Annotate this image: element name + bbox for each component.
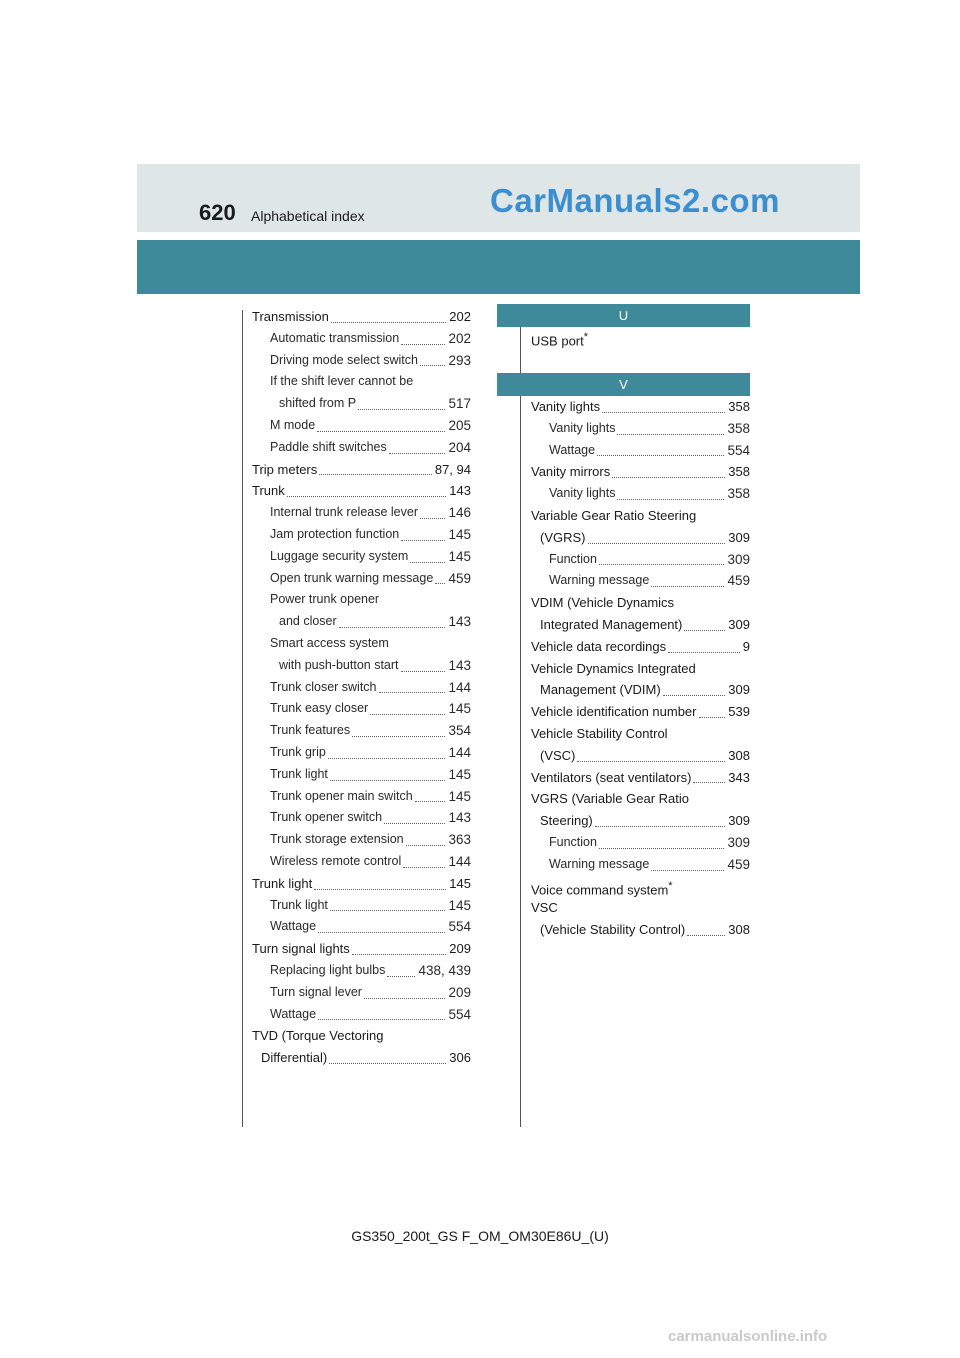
index-entry <box>252 568 471 590</box>
entry-term-text: Vehicle Stability Control <box>531 725 668 741</box>
leader-dots <box>435 582 445 584</box>
leader-dots <box>617 498 724 500</box>
entry-term <box>531 788 689 810</box>
entry-term <box>270 895 328 917</box>
leader-dots <box>314 888 446 890</box>
entry-page-ref[interactable]: 363 <box>446 829 471 851</box>
entry-term-text: Vanity lights <box>531 399 601 414</box>
leader-dots <box>384 822 445 824</box>
leader-dots <box>317 430 445 432</box>
entry-term <box>531 723 668 745</box>
entry-term-text: Turn signal lights <box>252 941 350 957</box>
index-entry <box>252 960 471 982</box>
entry-term-text: and closer <box>279 614 337 629</box>
entry-term-text: Function <box>549 551 597 566</box>
entry-page-ref[interactable]: 308 <box>726 919 750 941</box>
index-entry <box>531 876 750 898</box>
entry-term-text: M mode <box>270 417 316 432</box>
index-entry <box>531 614 750 636</box>
index-entry <box>531 461 750 483</box>
leader-dots <box>597 454 724 456</box>
entry-page-ref[interactable]: 343 <box>726 767 750 789</box>
entry-page-ref[interactable]: 554 <box>446 916 471 938</box>
index-entry <box>531 483 750 505</box>
entry-page-ref[interactable]: 144 <box>446 677 471 699</box>
leader-dots <box>329 1062 446 1064</box>
entry-term-text: Steering) <box>540 813 593 829</box>
leader-dots <box>330 779 446 781</box>
entry-term <box>270 415 315 437</box>
leader-dots <box>687 934 725 936</box>
letter-header-u: U <box>497 304 750 327</box>
entry-term <box>540 919 685 941</box>
index-entry <box>531 679 750 701</box>
index-entry <box>252 895 471 917</box>
leader-dots <box>318 931 445 933</box>
leader-dots <box>651 585 724 587</box>
index-entry <box>252 415 471 437</box>
entry-term <box>279 393 356 415</box>
index-section-v <box>531 396 750 941</box>
leader-dots <box>406 844 446 846</box>
entry-term-text: Trunk features <box>270 723 351 738</box>
entry-term <box>270 916 316 938</box>
entry-page-ref[interactable]: 143 <box>446 807 471 829</box>
index-entry <box>252 589 471 611</box>
index-entry <box>531 832 750 854</box>
footnote-star: * <box>583 331 589 343</box>
entry-term-text: Trunk light <box>270 897 328 912</box>
entry-term <box>549 570 649 592</box>
leader-dots <box>370 713 445 715</box>
entry-page-ref[interactable]: 309 <box>726 810 750 832</box>
entry-page-ref[interactable]: 143 <box>447 480 471 502</box>
leader-dots <box>328 757 446 759</box>
index-entry <box>531 636 750 658</box>
leader-dots <box>602 411 725 413</box>
leader-dots <box>599 847 725 849</box>
entry-term-text: Variable Gear Ratio Steering <box>531 507 697 523</box>
entry-term <box>270 437 387 459</box>
entry-term <box>270 807 382 829</box>
left-column-rule <box>242 310 243 1127</box>
entry-term-text: Warning message <box>549 856 650 871</box>
entry-term-text: Paddle shift switches <box>270 439 387 454</box>
entry-term <box>531 592 674 614</box>
index-entry <box>252 720 471 742</box>
entry-term-text: Power trunk opener <box>270 592 380 607</box>
entry-page-ref[interactable]: 309 <box>726 614 750 636</box>
index-entry <box>252 677 471 699</box>
index-entry <box>531 570 750 592</box>
entry-term <box>270 546 408 568</box>
index-entry <box>531 919 750 941</box>
index-entry <box>531 440 750 462</box>
footnote-star: * <box>668 879 673 892</box>
index-entry <box>252 786 471 808</box>
leader-dots <box>331 321 446 323</box>
entry-term-text: Vehicle Dynamics Integrated <box>531 660 696 676</box>
entry-page-ref[interactable]: 354 <box>446 720 471 742</box>
entry-page-ref[interactable]: 145 <box>446 895 471 917</box>
index-entry <box>252 546 471 568</box>
index-entry <box>252 982 471 1004</box>
index-entry <box>531 788 750 810</box>
entry-page-ref[interactable]: 358 <box>725 483 750 505</box>
entry-term <box>549 549 597 571</box>
entry-term <box>270 371 413 393</box>
entry-term-text: USB port <box>531 333 584 349</box>
page-number: 620 <box>199 200 236 225</box>
leader-dots <box>415 800 446 802</box>
entry-page-ref[interactable]: 209 <box>446 982 471 1004</box>
watermark-logo[interactable]: CarManuals2.com <box>490 182 780 219</box>
index-entry <box>531 505 750 527</box>
entry-term-text: VSC <box>531 900 558 916</box>
leader-dots <box>319 473 432 475</box>
entry-page-ref[interactable]: 9 <box>741 636 750 658</box>
entry-term-text: Trunk light <box>270 766 328 781</box>
leader-dots <box>287 495 447 497</box>
entry-term-text: Wireless remote control <box>270 853 402 868</box>
entry-term <box>531 767 691 789</box>
entry-term-text: Trunk closer switch <box>270 679 377 694</box>
index-entry <box>531 527 750 549</box>
entry-term-text: Driving mode select switch <box>270 352 418 367</box>
entry-term-text: with push-button start <box>279 657 399 672</box>
entry-term <box>270 328 399 350</box>
leader-dots <box>663 694 726 696</box>
entry-term <box>531 636 666 658</box>
entry-term <box>261 1047 327 1069</box>
leader-dots <box>339 626 446 628</box>
entry-term <box>279 611 337 633</box>
index-entry <box>252 524 471 546</box>
entry-page-ref[interactable]: 358 <box>725 418 750 440</box>
entry-term-text: Trunk easy closer <box>270 701 369 716</box>
entry-page-ref[interactable]: 209 <box>447 938 471 960</box>
entry-term <box>270 568 433 590</box>
entry-term-text: Vehicle identification number <box>531 704 697 720</box>
leader-dots <box>387 975 415 977</box>
index-entry <box>252 437 471 459</box>
entry-term <box>540 810 593 832</box>
leader-dots <box>699 716 726 718</box>
entry-term <box>270 764 328 786</box>
entry-term <box>252 480 285 502</box>
index-entry <box>252 938 471 960</box>
entry-term <box>270 589 379 611</box>
leader-dots <box>595 825 726 827</box>
entry-page-ref[interactable]: 459 <box>725 570 750 592</box>
entry-term <box>252 1025 384 1047</box>
entry-term <box>540 614 682 636</box>
entry-page-ref[interactable]: 145 <box>446 698 471 720</box>
leader-dots <box>358 408 445 410</box>
entry-page-ref[interactable]: 146 <box>446 502 471 524</box>
document-code: GS350_200t_GS F_OM_OM30E86U_(U) <box>351 1228 609 1244</box>
index-entry <box>252 1025 471 1047</box>
index-entry <box>252 480 471 502</box>
leader-dots <box>379 691 446 693</box>
entry-page-ref[interactable]: 144 <box>446 742 471 764</box>
leader-dots <box>668 651 740 653</box>
index-entry <box>252 393 471 415</box>
entry-page-ref[interactable]: 309 <box>726 679 750 701</box>
leader-dots <box>612 476 725 478</box>
entry-term <box>270 720 350 742</box>
entry-page-ref[interactable]: 293 <box>446 350 471 372</box>
entry-term-text: Management (VDIM) <box>540 682 661 698</box>
index-entry <box>252 655 471 677</box>
leader-dots <box>318 1018 445 1020</box>
entry-term-text: Trunk opener switch <box>270 810 383 825</box>
index-entry <box>531 897 750 919</box>
index-entry <box>252 764 471 786</box>
entry-term <box>270 633 389 655</box>
entry-term <box>270 786 413 808</box>
entry-term <box>270 829 404 851</box>
entry-term <box>549 832 597 854</box>
entry-term <box>549 418 615 440</box>
entry-term-text: Ventilators (seat ventilators) <box>531 769 692 785</box>
entry-page-ref[interactable]: 309 <box>725 549 750 571</box>
entry-term <box>270 851 401 873</box>
entry-term <box>270 524 399 546</box>
entry-page-ref[interactable]: 143 <box>446 611 471 633</box>
index-entry <box>531 658 750 680</box>
entry-term-text: shifted from P <box>279 396 357 411</box>
entry-page-ref[interactable]: 308 <box>726 745 750 767</box>
entry-term <box>549 440 595 462</box>
entry-term <box>279 655 399 677</box>
entry-term-text: Trunk storage extension <box>270 832 404 847</box>
entry-term-text: Function <box>549 834 597 849</box>
entry-page-ref[interactable]: 309 <box>726 527 750 549</box>
entry-page-ref[interactable]: 145 <box>446 786 471 808</box>
entry-term <box>531 327 588 352</box>
index-entry <box>531 592 750 614</box>
index-entry <box>252 916 471 938</box>
entry-term <box>270 1004 316 1026</box>
entry-term-text: Warning message <box>549 573 650 588</box>
leader-dots <box>352 735 445 737</box>
index-entry <box>252 306 471 328</box>
leader-dots <box>364 997 446 999</box>
leader-dots <box>330 909 446 911</box>
index-entry <box>531 701 750 723</box>
index-entry <box>531 810 750 832</box>
entry-term <box>531 461 610 483</box>
entry-term-text: Trip meters <box>252 461 318 477</box>
index-entry <box>531 745 750 767</box>
entry-page-ref[interactable]: 358 <box>726 461 750 483</box>
index-entry <box>531 549 750 571</box>
leader-dots <box>599 563 725 565</box>
entry-page-ref[interactable]: 145 <box>446 524 471 546</box>
entry-term-text: Trunk opener main switch <box>270 788 413 803</box>
entry-page-ref[interactable]: 438, 439 <box>416 960 471 982</box>
leader-dots <box>588 542 726 544</box>
entry-page-ref[interactable]: 144 <box>446 851 471 873</box>
entry-term <box>540 745 575 767</box>
entry-term <box>270 982 362 1004</box>
leader-dots <box>420 517 445 519</box>
index-entry <box>252 328 471 350</box>
entry-page-ref[interactable]: 517 <box>446 393 471 415</box>
entry-page-ref[interactable]: 554 <box>446 1004 471 1026</box>
entry-term-text: Differential) <box>261 1050 328 1066</box>
middle-column-rule <box>520 310 521 1127</box>
index-entry <box>252 873 471 895</box>
entry-term-text: Transmission <box>252 309 329 324</box>
entry-page-ref[interactable]: 202 <box>447 306 471 328</box>
entry-term-text: VDIM (Vehicle Dynamics <box>531 595 675 611</box>
leader-dots <box>401 343 445 345</box>
entry-term <box>540 679 661 701</box>
entry-page-ref[interactable]: 143 <box>446 655 471 677</box>
index-entry <box>531 396 750 418</box>
entry-term <box>531 701 697 723</box>
index-entry <box>252 698 471 720</box>
index-entry <box>252 459 471 481</box>
entry-term-text: Replacing light bulbs <box>270 962 386 977</box>
entry-term-text: Wattage <box>270 1006 317 1021</box>
entry-term <box>270 698 368 720</box>
leader-dots <box>617 433 724 435</box>
entry-term <box>270 742 326 764</box>
entry-page-ref[interactable]: 145 <box>446 764 471 786</box>
entry-page-ref[interactable]: 309 <box>725 832 750 854</box>
index-entry <box>252 742 471 764</box>
entry-term-text: Vanity lights <box>549 486 616 501</box>
entry-term <box>270 502 418 524</box>
entry-term-text: Trunk <box>252 483 285 499</box>
entry-term-text: Internal trunk release lever <box>270 505 418 520</box>
entry-term-text: Voice command system <box>531 881 669 897</box>
header-color-band <box>137 240 860 294</box>
index-entry <box>252 1004 471 1026</box>
leader-dots <box>403 866 445 868</box>
entry-term <box>252 938 350 960</box>
index-section-u <box>531 327 750 349</box>
entry-term-text: Wattage <box>270 919 317 934</box>
entry-term <box>549 483 615 505</box>
leader-dots <box>684 629 725 631</box>
entry-page-ref[interactable]: 459 <box>446 568 471 590</box>
index-entry <box>531 327 750 349</box>
entry-term-text: (VGRS) <box>540 529 586 545</box>
entry-term-text: VGRS (Variable Gear Ratio <box>531 791 689 807</box>
entry-page-ref[interactable]: 554 <box>725 440 750 462</box>
index-entry <box>252 350 471 372</box>
entry-term-text: Trunk light <box>252 875 313 891</box>
entry-page-ref[interactable]: 87, 94 <box>433 459 471 481</box>
entry-term <box>531 897 558 919</box>
entry-term <box>549 854 649 876</box>
entry-page-ref[interactable]: 205 <box>446 415 471 437</box>
section-title: Alphabetical index <box>251 208 365 224</box>
entry-page-ref[interactable]: 306 <box>447 1047 471 1069</box>
entry-term-text: Wattage <box>549 442 596 457</box>
entry-term <box>531 658 696 680</box>
entry-term-text: If the shift lever cannot be <box>270 374 414 389</box>
entry-term-text: (VSC) <box>540 747 576 763</box>
index-entry <box>252 851 471 873</box>
index-entry <box>252 371 471 393</box>
entry-term <box>252 306 329 328</box>
entry-page-ref[interactable]: 358 <box>726 396 750 418</box>
leader-dots <box>352 953 447 955</box>
entry-page-ref[interactable]: 539 <box>726 701 750 723</box>
leader-dots <box>389 452 446 454</box>
index-entry <box>252 633 471 655</box>
index-entry <box>252 611 471 633</box>
leader-dots <box>651 869 724 871</box>
index-entry <box>252 829 471 851</box>
entry-page-ref[interactable]: 202 <box>446 328 471 350</box>
entry-term <box>270 350 418 372</box>
entry-term <box>252 459 317 481</box>
index-entry <box>252 807 471 829</box>
entry-term-text: Jam protection function <box>270 526 400 541</box>
index-entry <box>531 854 750 876</box>
entry-page-ref[interactable]: 204 <box>446 437 471 459</box>
index-entry <box>252 1047 471 1069</box>
leader-dots <box>401 670 446 672</box>
letter-header-v: V <box>497 373 750 396</box>
leader-dots <box>401 539 445 541</box>
watermark-footer[interactable]: carmanualsonline.info <box>668 1328 828 1345</box>
entry-term <box>531 505 696 527</box>
entry-page-ref[interactable]: 145 <box>446 546 471 568</box>
entry-term-text: Automatic transmission <box>270 330 400 345</box>
entry-term-text: Vehicle data recordings <box>531 638 667 654</box>
entry-term <box>252 873 312 895</box>
entry-term-text: TVD (Torque Vectoring <box>252 1028 384 1044</box>
entry-term-text: Vanity mirrors <box>531 464 611 480</box>
index-column-left <box>252 306 471 1069</box>
entry-term <box>540 527 586 549</box>
index-entry <box>531 767 750 789</box>
entry-page-ref[interactable]: 145 <box>447 873 471 895</box>
entry-term-text: Trunk grip <box>270 744 326 759</box>
index-entry <box>531 418 750 440</box>
entry-page-ref[interactable]: 459 <box>725 854 750 876</box>
entry-term-text: Open trunk warning message <box>270 570 434 585</box>
entry-term-text: Turn signal lever <box>270 984 362 999</box>
entry-term <box>270 960 385 982</box>
entry-term <box>531 396 600 418</box>
entry-term <box>270 677 377 699</box>
leader-dots <box>693 781 725 783</box>
entry-term-text: Vanity lights <box>549 420 616 435</box>
entry-term-text: Smart access system <box>270 635 389 650</box>
index-entry <box>531 723 750 745</box>
entry-term-text: Integrated Management) <box>540 616 683 632</box>
leader-dots <box>410 561 445 563</box>
leader-dots <box>420 364 446 366</box>
entry-term-text: Luggage security system <box>270 548 409 563</box>
leader-dots <box>577 760 725 762</box>
index-entry <box>252 502 471 524</box>
entry-term-text: (Vehicle Stability Control) <box>540 922 686 938</box>
